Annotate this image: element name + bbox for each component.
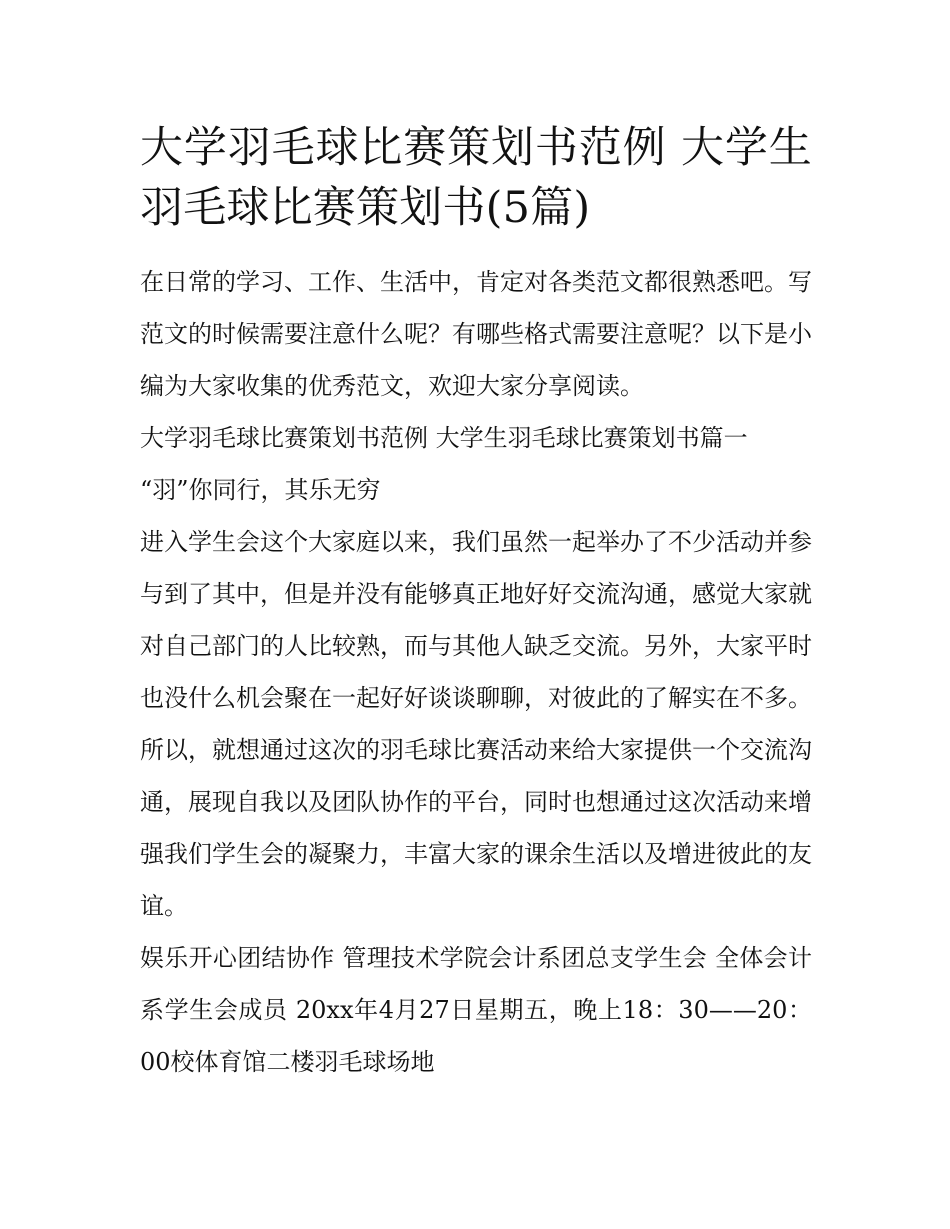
background-paragraph: 进入学生会这个大家庭以来，我们虽然一起举办了不少活动并参与到了其中，但是并没有能够真正地好好交流沟通，感觉大家就对自己部门的人比较熟，而与其他人缺乏交流。另外，大家平时也没什么机会聚在一起好好谈谈聊聊，对彼此的了解实在不多。所以，就想通过这次的羽毛球比赛活动来给大家提供一个交流沟通，展现自我以及团队协作的平台，同时也想通过这次活动来增强我们学生会的凝聚力，丰富大家的课余生活以及增进彼此的友谊。 [140, 528, 812, 920]
event-details-paragraph: 娱乐开心团结协作 管理技术学院会计系团总支学生会 全体会计系学生会成员 20xx年4月27日星期五，晚上18：30——20：00校体育馆二楼羽毛球场地 [140, 944, 812, 1076]
intro-paragraph: 在日常的学习、工作、生活中，肯定对各类范文都很熟悉吧。写范文的时候需要注意什么呢？有哪些格式需要注意呢？以下是小编为大家收集的优秀范文，欢迎大家分享阅读。 [140, 268, 812, 400]
section-heading: 大学羽毛球比赛策划书范例 大学生羽毛球比赛策划书篇一 [140, 424, 748, 452]
document-title: 大学羽毛球比赛策划书范例 大学生羽毛球比赛策划书(5篇) [140, 123, 812, 233]
document-body [140, 256, 812, 1088]
document-page [140, 118, 812, 1088]
event-slogan: “羽”你同行，其乐无穷 [140, 476, 381, 504]
